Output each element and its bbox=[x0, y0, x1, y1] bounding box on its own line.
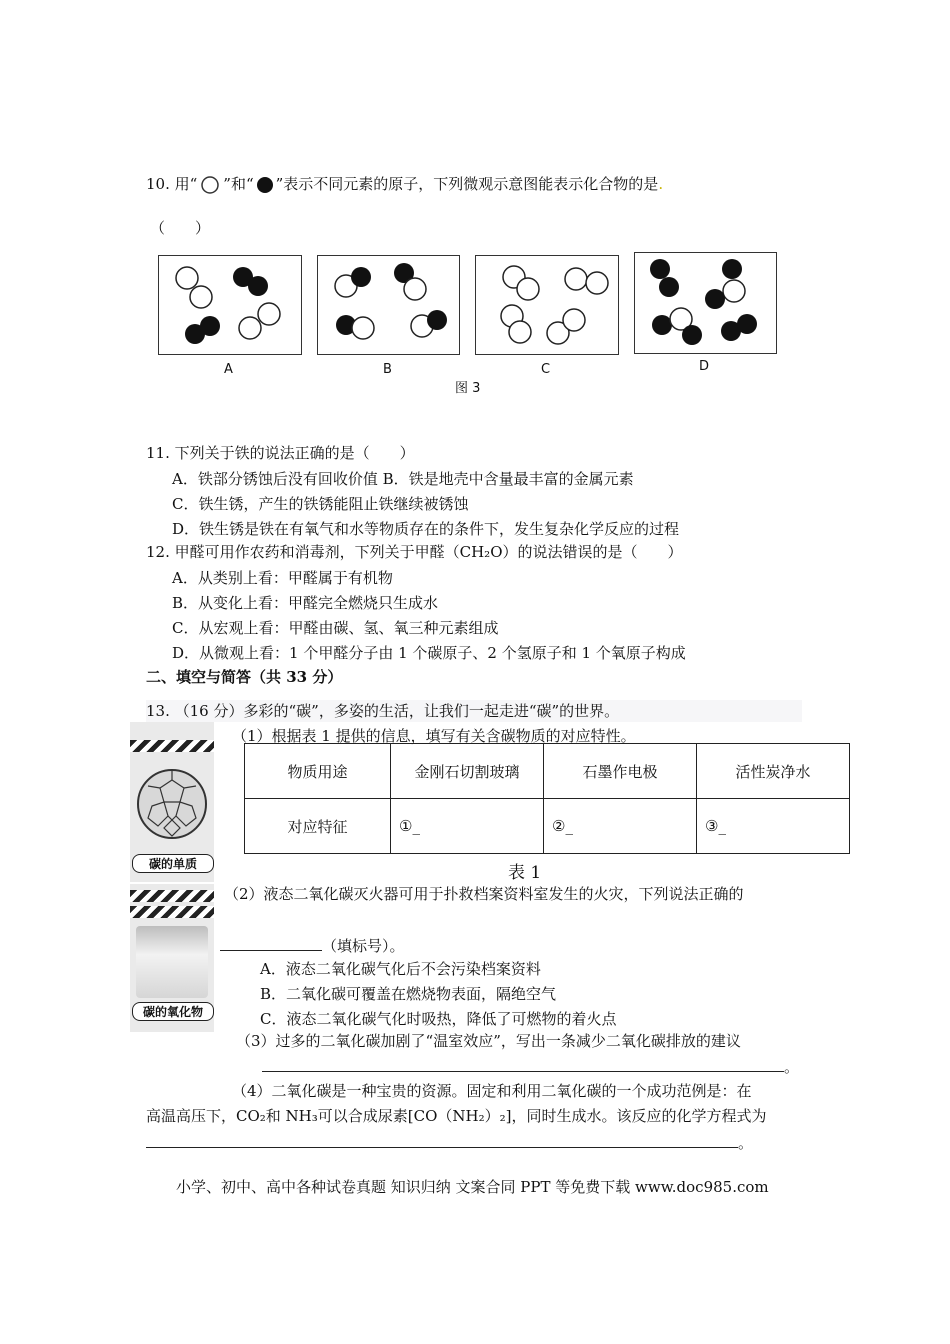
table-cell: 物质用途 bbox=[245, 744, 391, 799]
q11-option-d: D．铁生锈是铁在有氧气和水等物质存在的条件下，发生复杂化学反应的过程 bbox=[172, 520, 680, 538]
panel-d-diagram bbox=[635, 253, 776, 353]
panel-a bbox=[158, 255, 302, 355]
q10-stem: 10. 用“ ”和“ ”表示不同元素的原子，下列微观示意图能表示化合物的是. bbox=[146, 175, 664, 193]
panel-c-label: C bbox=[541, 362, 551, 377]
q13-part3: （3）过多的二氧化碳加剧了“温室效应”，写出一条减少二氧化碳排放的建议 bbox=[236, 1032, 741, 1050]
dry-ice-icon bbox=[136, 926, 208, 998]
carbon-elements-image bbox=[130, 722, 214, 882]
table-cell[interactable]: ③_ bbox=[697, 799, 850, 854]
q10-answer-paren: （ ） bbox=[150, 219, 211, 237]
q13-part1: （1）根据表 1 提供的信息，填写有关含碳物质的对应特性。 bbox=[232, 727, 636, 745]
q11-stem: 11. 下列关于铁的说法正确的是（ ） bbox=[146, 444, 415, 462]
section-title: 二、填空与简答（共 33 分） bbox=[146, 668, 343, 686]
carbon-elements-label: 碳的单质 bbox=[132, 854, 214, 873]
q11-option-ab: A．铁部分锈蚀后没有回收价值 B．铁是地壳中含量最丰富的金属元素 bbox=[172, 470, 634, 488]
answer-blank[interactable] bbox=[146, 1131, 738, 1148]
table-cell[interactable]: ①_ bbox=[391, 799, 544, 854]
q13-part3-answer: 。 bbox=[262, 1055, 799, 1077]
panel-b-label: B bbox=[383, 362, 392, 377]
q13-part2-option-a: A．液态二氧化碳气化后不会污染档案资料 bbox=[260, 960, 541, 978]
q13-part2: （2）液态二氧化碳灭火器可用于扑救档案资料室发生的火灾，下列说法正确的 bbox=[224, 885, 744, 903]
panel-b-diagram bbox=[318, 256, 459, 354]
q12-option-c: C．从宏观上看：甲醛由碳、氢、氧三种元素组成 bbox=[172, 619, 499, 637]
table-cell: 对应特征 bbox=[245, 799, 391, 854]
table-cell[interactable]: ②_ bbox=[544, 799, 697, 854]
page-footer: 小学、初中、高中各种试卷真题 知识归纳 文案合同 PPT 等免费下载 www.doc985.com bbox=[176, 1178, 769, 1196]
q13-part2-answer: （填标号）。 bbox=[220, 934, 405, 956]
panel-a-label: A bbox=[224, 362, 233, 377]
panel-d-label: D bbox=[699, 359, 710, 374]
fullerene-icon bbox=[130, 758, 214, 858]
q12-option-d: D．从微观上看：1 个甲醛分子由 1 个碳原子、2 个氢原子和 1 个氧原子构成 bbox=[172, 644, 686, 662]
carbon-oxides-label: 碳的氧化物 bbox=[132, 1002, 214, 1021]
table-cell: 石墨作电极 bbox=[544, 744, 697, 799]
panel-c bbox=[475, 255, 619, 355]
panel-b bbox=[317, 255, 460, 355]
q13-part2-option-b: B．二氧化碳可覆盖在燃烧物表面，隔绝空气 bbox=[260, 985, 557, 1003]
figure-caption: 图 3 bbox=[455, 381, 481, 396]
table-caption: 表 1 bbox=[508, 863, 542, 883]
q13-part4-line1: （4）二氧化碳是一种宝贵的资源。固定和利用二氧化碳的一个成功范例是：在 bbox=[232, 1082, 752, 1100]
answer-blank[interactable] bbox=[220, 934, 322, 951]
q12-stem: 12. 甲醛可用作农药和消毒剂，下列关于甲醛（CH₂O）的说法错误的是（ ） bbox=[146, 543, 683, 561]
carbon-table bbox=[244, 743, 850, 854]
q13-part2-option-c: C．液态二氧化碳气化时吸热，降低了可燃物的着火点 bbox=[260, 1010, 617, 1028]
q12-option-b: B．从变化上看：甲醛完全燃烧只生成水 bbox=[172, 594, 439, 612]
q13-stem: 13. （16 分）多彩的“碳”，多姿的生活，让我们一起走进“碳”的世界。 bbox=[146, 700, 802, 722]
answer-blank[interactable] bbox=[262, 1055, 784, 1072]
panel-d bbox=[634, 252, 777, 354]
table-row bbox=[245, 744, 850, 799]
white-atom-icon bbox=[197, 175, 223, 195]
q11-option-c: C．铁生锈，产生的铁锈能阻止铁继续被锈蚀 bbox=[172, 495, 469, 513]
table-cell: 金刚石切割玻璃 bbox=[391, 744, 544, 799]
q13-part4-line2: 高温高压下，CO₂和 NH₃可以合成尿素[CO（NH₂）₂]，同时生成水。该反应的化学方程式为 bbox=[146, 1107, 767, 1125]
panel-c-diagram bbox=[476, 256, 618, 354]
panel-a-diagram bbox=[159, 256, 301, 354]
q13-part4-answer: 。 bbox=[146, 1131, 753, 1153]
table-row bbox=[245, 799, 850, 854]
carbon-oxides-image bbox=[130, 884, 214, 1032]
q12-option-a: A．从类别上看：甲醛属于有机物 bbox=[172, 569, 393, 587]
black-atom-icon bbox=[254, 175, 276, 195]
table-cell: 活性炭净水 bbox=[697, 744, 850, 799]
